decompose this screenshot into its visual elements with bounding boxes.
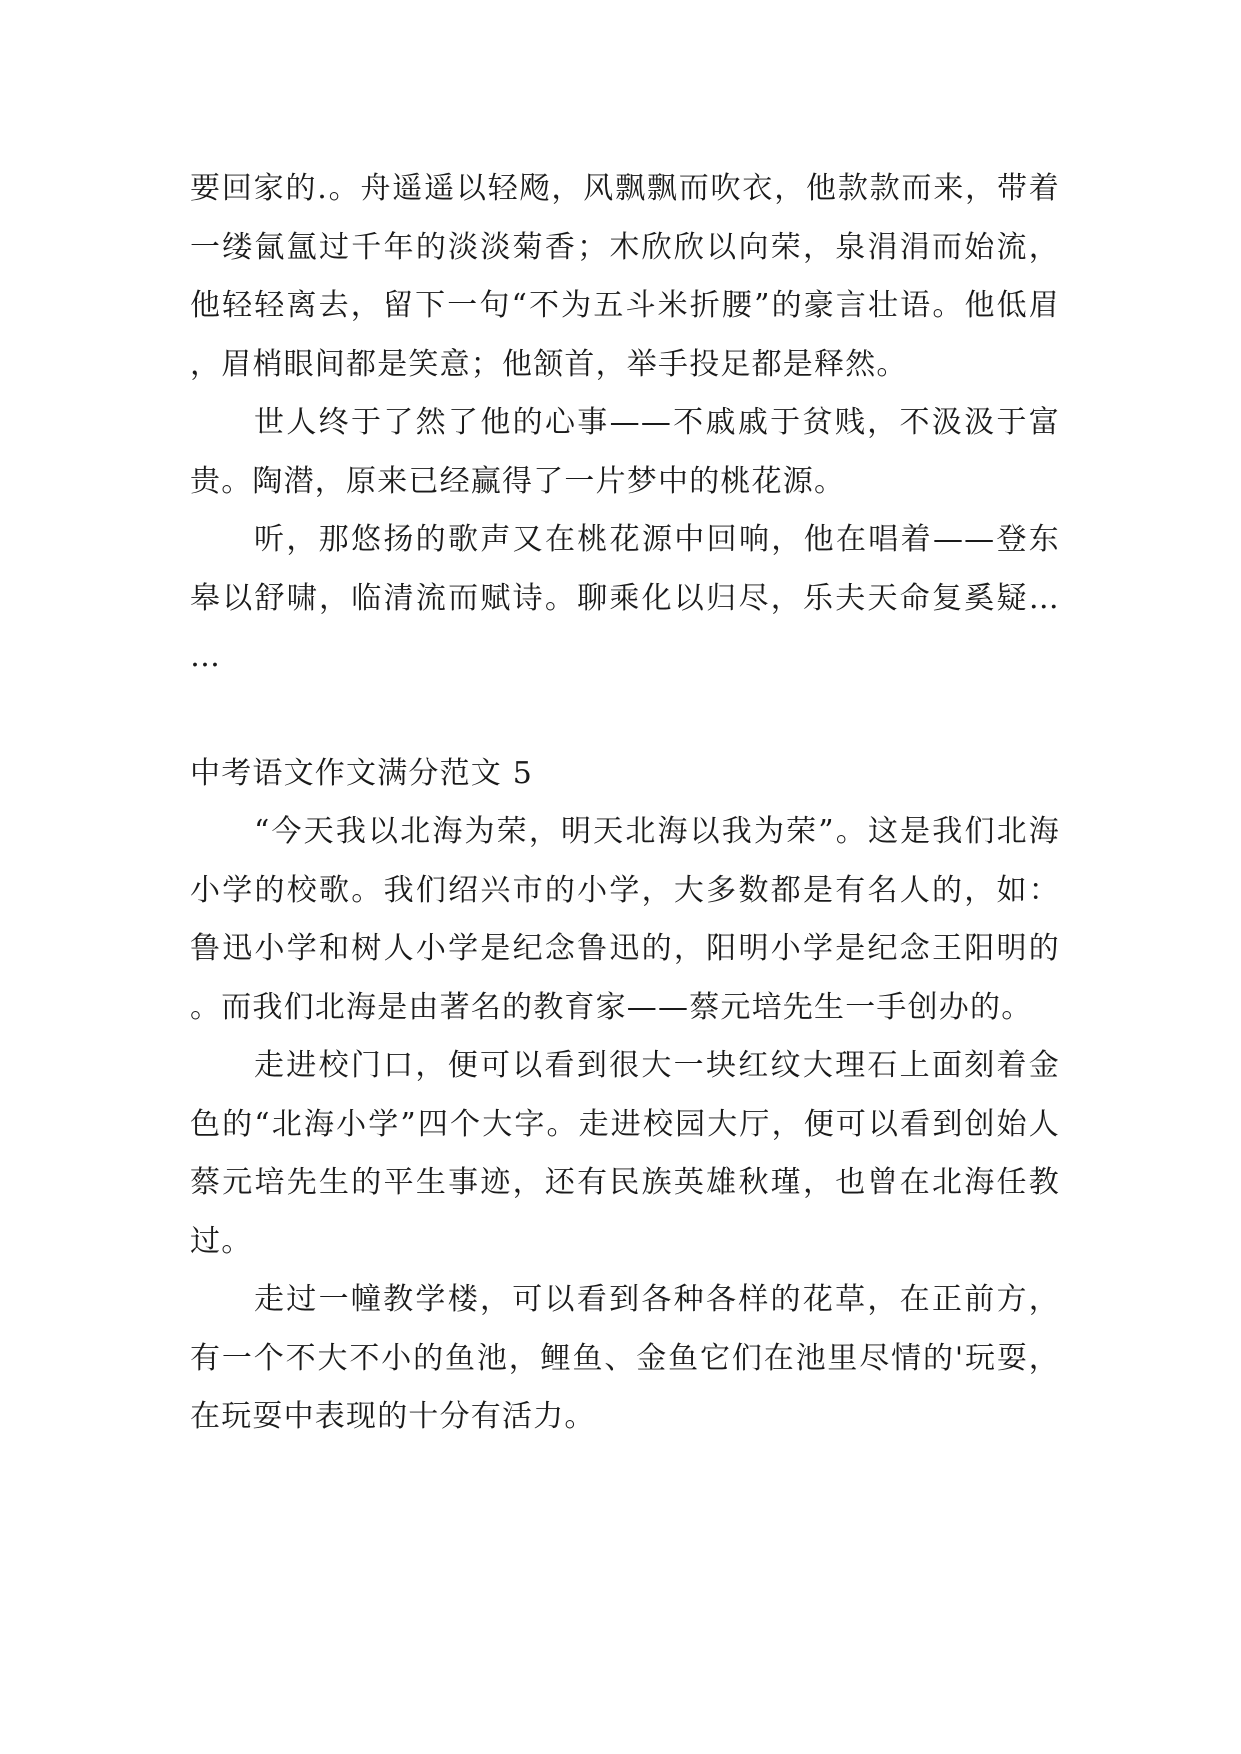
document-page — [190, 160, 1060, 1447]
paragraph-school-gate: 走进校门口，便可以看到很大一块红纹大理石上面刻着金色的“北海小学”四个大字。走进校园大厅，便可以看到创始人蔡元培先生的平生事迹，还有民族英雄秋瑾，也曾在北海任教过。 — [190, 1048, 1060, 1259]
paragraph-tao-qian-heart: 世人终于了然了他的心事——不戚戚于贫贱，不汲汲于富贵。陶潜，原来已经赢得了一片梦中的桃花源。 — [190, 405, 1060, 499]
paragraph-school-song: “今天我以北海为荣，明天北海以我为荣”。这是我们北海小学的校歌。我们绍兴市的小学，大多数都是有名人的，如：鲁迅小学和树人小学是纪念鲁迅的，阳明小学是纪念王阳明的。而我们北海是由著名的教育家——蔡元培先生一手创办的。 — [190, 814, 1060, 1025]
paragraph-song-echo: 听，那悠扬的歌声又在桃花源中回响，他在唱着——登东皋以舒啸，临清流而赋诗。聊乘化以归尽，乐夫天命复奚疑…… — [190, 522, 1060, 674]
paragraph-continuation: 要回家的.。舟遥遥以轻飏，风飘飘而吹衣，他款款而来，带着一缕氤氲过千年的淡淡菊香；木欣欣以向荣，泉涓涓而始流，他轻轻离去，留下一句“不为五斗米折腰”的豪言壮语。他低眉，眉梢眼间都是笑意；他颔首，举手投足都是释然。 — [190, 171, 1060, 382]
paragraph-fish-pond: 走过一幢教学楼，可以看到各种各样的花草，在正前方，有一个不大不小的鱼池，鲤鱼、金鱼它们在池里尽情的'玩耍，在玩耍中表现的十分有活力。 — [190, 1282, 1060, 1434]
section-gap — [190, 687, 1060, 745]
section-title: 中考语文作文满分范文 5 — [190, 755, 534, 791]
